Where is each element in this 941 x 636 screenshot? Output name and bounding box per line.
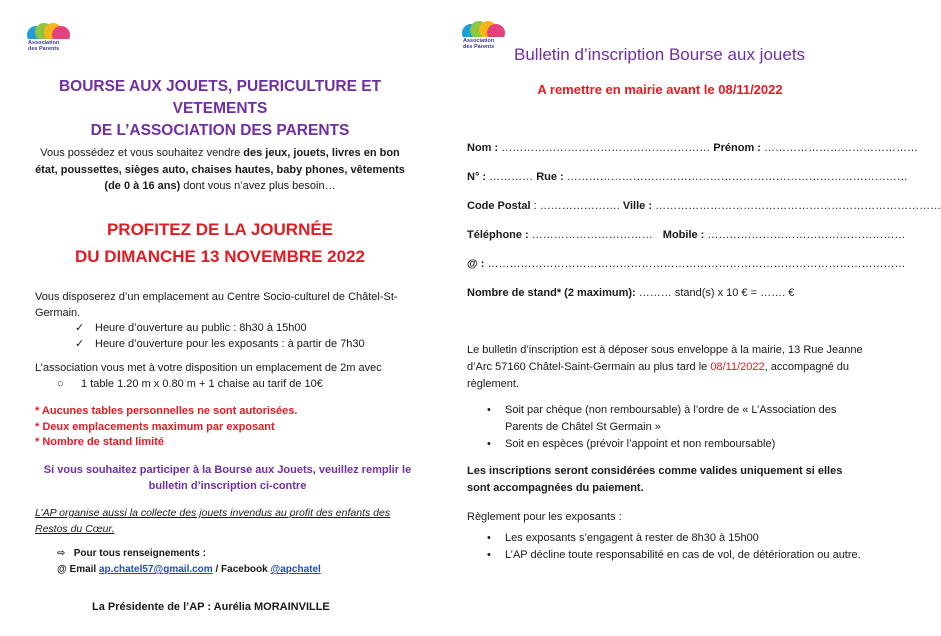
list-item xyxy=(467,436,867,453)
circle-bullet-icon: ○ xyxy=(57,377,64,390)
cp-label: Code Postal xyxy=(467,200,531,212)
reglement-responsabilite: L’AP décline toute responsabilité en cas de vol, de détérioration ou autre. xyxy=(505,549,861,561)
bullet-icon: • xyxy=(487,532,491,544)
ville-label: Ville : xyxy=(622,200,656,212)
intro-paragraph xyxy=(30,145,410,195)
emplacement-paragraph: Vous disposerez d’un emplacement au Centre Socio-culturel de Châtel-St-Germain. xyxy=(35,291,398,319)
contact-line xyxy=(57,562,321,578)
logo-line2: des Parents xyxy=(463,44,495,50)
rue-field[interactable]: ………………………………………………………………………………… xyxy=(566,171,908,183)
reglement-list xyxy=(467,530,867,564)
payment-especes: Soit en espèces (prévoir l’appoint et non remboursable) xyxy=(505,438,776,450)
at-label: @ : xyxy=(467,258,488,270)
arrow-right-icon: ⇨ xyxy=(57,548,66,559)
title-line2: DE L’ASSOCIATION DES PARENTS xyxy=(90,122,350,139)
payment-list xyxy=(467,402,867,453)
emplacement-text xyxy=(35,290,405,352)
depot-date: 08/11/2022 xyxy=(710,361,765,373)
facebook-link[interactable]: @apchatel xyxy=(270,564,321,575)
title-line1: BOURSE AUX JOUETS, PUERICULTURE ET VETEMENTS xyxy=(58,78,382,117)
list-item xyxy=(75,321,405,337)
list-item xyxy=(467,402,867,436)
check-icon: ✓ xyxy=(75,337,85,350)
participer-text: Si vous souhaitez participer à la Bourse aux Jouets, veuillez remplir le bulletin d’inscription ci-contre xyxy=(43,464,412,492)
collecte-text: L’AP organise aussi la collecte des jouets invendus au profit des enfants des Restos du Cœur. xyxy=(35,507,391,535)
page-title xyxy=(20,76,420,142)
intro-items: des jeux, jouets, livres en bon état, poussettes, sièges auto, chaises hautes, baby phones, vêtements (de 0 à 16 ans) xyxy=(35,147,405,192)
logo-caption xyxy=(463,38,494,50)
note-max-stands: * Deux emplacements maximum par exposant xyxy=(35,420,275,433)
list-item xyxy=(75,337,405,353)
table-item xyxy=(35,377,415,393)
logo-line2: des Parents xyxy=(28,46,60,52)
row-stand xyxy=(467,287,794,299)
email-field[interactable]: …………………………………………………………………………………………………… xyxy=(487,258,906,270)
form-deadline: A remettre en mairie avant le 08/11/2022 xyxy=(537,82,783,97)
tel-field[interactable]: …………………………… xyxy=(531,229,653,241)
row-email xyxy=(467,258,906,270)
email-link[interactable]: ap.chatel57@gmail.com xyxy=(99,564,213,575)
facebook-label: / Facebook xyxy=(212,564,271,575)
payment-cheque: Soit par chèque (non remboursable) à l’ordre de « L’Association des Parents de Châtel St Germain » xyxy=(505,404,837,433)
logo-line1: Association xyxy=(28,40,60,46)
bullet-icon: • xyxy=(487,438,491,450)
email-label: @ Email xyxy=(57,564,99,575)
logo-caption xyxy=(28,40,59,52)
mobile-field[interactable]: ……………………………………………… xyxy=(707,229,906,241)
hours-public: Heure d’ouverture au public : 8h30 à 15h00 xyxy=(95,322,307,334)
list-item xyxy=(467,547,867,564)
hours-list xyxy=(75,321,405,352)
logo-line1: Association xyxy=(463,38,495,44)
row-nom xyxy=(467,142,918,154)
depot-text: Le bulletin d’inscription est à déposer sous enveloppe à la mairie, 13 Rue Jeanne d’Arc 57160 Châtel-Saint-Germain au plus tard le xyxy=(467,344,863,373)
cp-field[interactable]: : …………………. xyxy=(530,200,623,212)
rue-label: Rue : xyxy=(536,171,567,183)
stand-label: Nombre de stand* (2 maximum): xyxy=(467,287,636,299)
dispo-text xyxy=(35,361,415,392)
profitez-line1: PROFITEZ DE LA JOURNÉE xyxy=(106,220,334,239)
mobile-label: Mobile : xyxy=(662,229,708,241)
tel-label: Téléphone : xyxy=(467,229,532,241)
row-telephone xyxy=(467,229,905,241)
num-field[interactable]: ………… xyxy=(489,171,537,183)
dispo-paragraph: L’association vous met à votre disposition un emplacement de 2m avec xyxy=(35,362,382,374)
reglement-title: Règlement pour les exposants : xyxy=(467,511,622,523)
table-item-text: 1 table 1.20 m x 0.80 m + 1 chaise au tarif de 10€ xyxy=(81,377,323,390)
rules-notes xyxy=(35,404,415,451)
row-ville xyxy=(467,200,941,212)
bullet-icon: • xyxy=(487,549,491,561)
signature-line: La Présidente de l’AP : Aurélia MORAINVILLE xyxy=(92,601,330,613)
prenom-field[interactable]: …………………………………… xyxy=(764,142,919,154)
profitez-line2: DU DIMANCHE 13 NOVEMBRE 2022 xyxy=(74,247,365,266)
form-title: Bulletin d’inscription Bourse aux jouets xyxy=(514,45,806,64)
nom-field[interactable]: ………………………………………………… xyxy=(501,142,711,154)
prenom-label: Prénom : xyxy=(710,142,765,154)
ville-field[interactable]: …………………………………………………………………… xyxy=(655,200,941,212)
nom-label: Nom : xyxy=(467,142,502,154)
note-no-tables: * Aucunes tables personnelles ne sont autorisées. xyxy=(35,405,298,417)
renseignements-label: Pour tous renseignements : xyxy=(73,548,206,559)
hours-exposants: Heure d’ouverture pour les exposants : à partir de 7h30 xyxy=(95,337,365,350)
note-limited: * Nombre de stand limité xyxy=(35,436,164,448)
depot-paragraph xyxy=(467,342,867,393)
valides-text: Les inscriptions seront considérées comme valides uniquement si elles sont accompagnées du paiement. xyxy=(467,465,843,494)
bullet-icon: • xyxy=(487,404,491,416)
list-item xyxy=(467,530,867,547)
num-label: N° : xyxy=(467,171,490,183)
stand-field[interactable]: ……… stand(s) x 10 € = ……. € xyxy=(635,287,795,299)
intro-text: Vous possédez et vous souhaitez vendre xyxy=(40,147,244,159)
intro-text-end: dont vous n’avez plus besoin… xyxy=(180,180,336,192)
contact-block xyxy=(57,546,321,578)
depot-text-end: , accompagné du règlement. xyxy=(467,361,849,390)
reglement-horaires: Les exposants s’engagent à rester de 8h30 à 15h00 xyxy=(505,532,759,544)
row-rue xyxy=(467,171,908,183)
event-date-banner xyxy=(20,216,420,270)
renseignements-line xyxy=(57,546,321,562)
check-icon: ✓ xyxy=(75,322,85,334)
